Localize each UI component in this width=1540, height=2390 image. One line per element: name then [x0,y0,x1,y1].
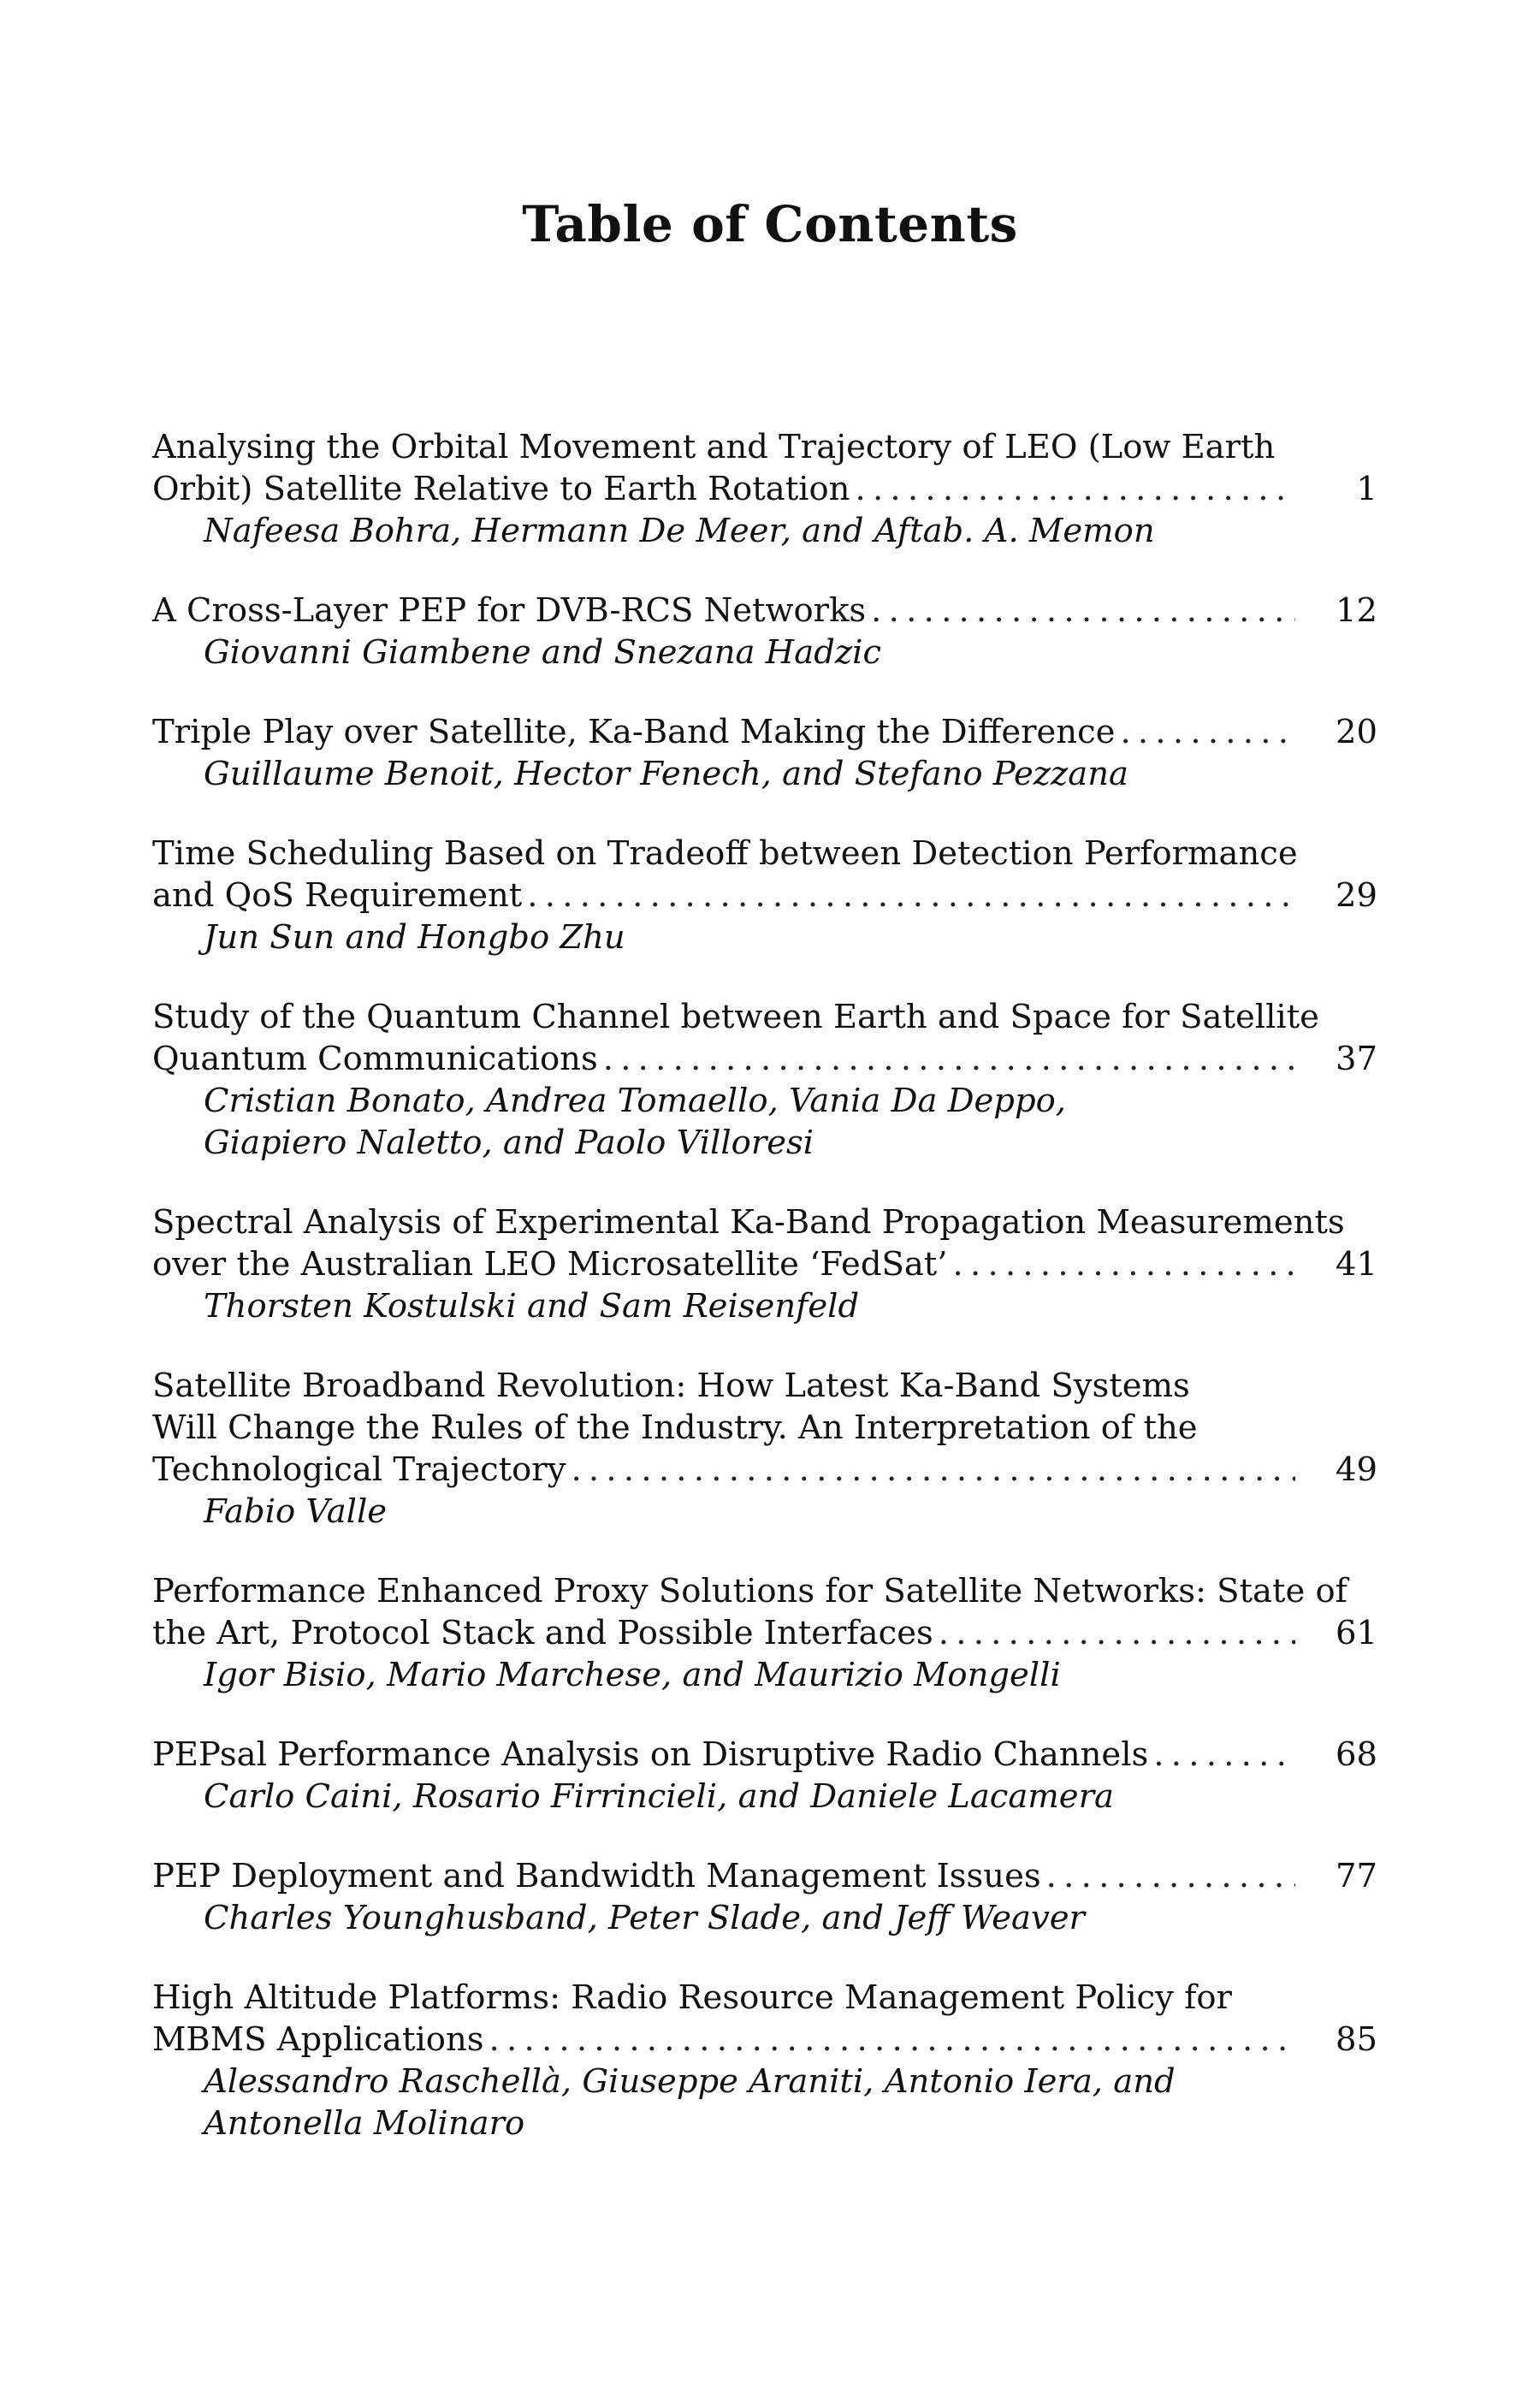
entry-authors: Jun Sun and Hongbo Zhu [204,918,625,957]
entry-title-line: Time Scheduling Based on Tradeoff between Detection Performance [152,834,1298,873]
entry-authors: Fabio Valle [204,1492,388,1531]
toc-list [152,426,1377,2182]
entry-title-text: A Cross-Layer PEP for DVB-RCS Networks [152,591,867,630]
dot-leader [1120,711,1295,753]
entry-title-line: Will Change the Rules of the Industry. An Interpretation of the [152,1408,1198,1447]
page-number: 61 [1336,1614,1377,1652]
dot-leader [953,1243,1295,1285]
dot-leader [855,468,1295,510]
entry-authors: Guillaume Benoit, Hector Fenech, and Stefano Pezzana [204,755,1129,793]
page-number: 41 [1336,1245,1377,1284]
toc-entry [152,590,1377,673]
page-number: 77 [1336,1857,1377,1895]
dot-leader [871,590,1295,632]
dot-leader [1153,1734,1295,1776]
page-number: 49 [1336,1450,1377,1489]
toc-entry [152,711,1377,795]
entry-authors: Charles Younghusband, Peter Slade, and Jeff Weaver [204,1899,1085,1937]
page-number: 12 [1336,591,1377,630]
entry-title-line-with-page [152,1855,1377,1897]
page-number: 85 [1336,2020,1377,2059]
entry-title-line: Study of the Quantum Channel between Earth and Space for Satellite [152,998,1319,1036]
dot-leader [603,1038,1295,1080]
toc-entry [152,996,1377,1164]
entry-title-text: the Art, Protocol Stack and Possible Interfaces [152,1614,933,1652]
entry-title-line: Spectral Analysis of Experimental Ka-Band Propagation Measurements [152,1203,1345,1242]
dot-leader [527,875,1295,916]
entry-authors: Igor Bisio, Mario Marchese, and Maurizio Mongelli [204,1656,1061,1694]
entry-title-text: Triple Play over Satellite, Ka-Band Making the Difference [152,713,1116,751]
entry-title-line-with-page [152,1449,1377,1491]
page-title: Table of Contents [522,195,1018,253]
entry-title-text: over the Australian LEO Microsatellite ‘FedSat’ [152,1245,948,1284]
entry-title-line-with-page [152,2019,1377,2061]
entry-title-line-with-page [152,468,1377,510]
entry-title-text: Orbit) Satellite Relative to Earth Rotation [152,470,850,508]
page-number: 1 [1356,470,1377,508]
page-number: 68 [1336,1735,1377,1774]
entry-title-line-with-page [152,1612,1377,1654]
entry-authors: Giovanni Giambene and Snezana Hadzic [204,633,882,672]
entry-title-text: Quantum Communications [152,1040,598,1078]
entry-title-text: PEP Deployment and Bandwidth Management Issues [152,1857,1041,1895]
entry-authors: Carlo Caini, Rosario Firrincieli, and Daniele Lacamera [204,1777,1114,1816]
entry-title-line-with-page [152,711,1377,753]
entry-authors: Cristian Bonato, Andrea Tomaello, Vania Da Deppo, [204,1082,1067,1120]
entry-title-line: Satellite Broadband Revolution: How Latest Ka-Band Systems [152,1367,1190,1405]
entry-authors: Antonella Molinaro [204,2104,525,2143]
entry-title-text: MBMS Applications [152,2020,484,2059]
entry-title-text: and QoS Requirement [152,876,523,915]
entry-title-line-with-page [152,1734,1377,1776]
entry-title-line-with-page [152,1243,1377,1285]
dot-leader [571,1449,1295,1491]
toc-entry [152,1201,1377,1327]
entry-title-text: Technological Trajectory [152,1450,566,1489]
dot-leader [1046,1855,1295,1897]
entry-authors: Giapiero Naletto, and Paolo Villoresi [204,1124,814,1162]
entry-authors: Thorsten Kostulski and Sam Reisenfeld [204,1287,860,1325]
toc-entry [152,426,1377,552]
entry-title-line-with-page [152,1038,1377,1080]
dot-leader [939,1612,1295,1654]
page-number: 37 [1336,1040,1377,1078]
entry-title-line: High Altitude Platforms: Radio Resource Management Policy for [152,1978,1232,2017]
toc-entry [152,1977,1377,2144]
entry-title-line-with-page [152,590,1377,632]
dot-leader [489,2019,1295,2061]
toc-entry [152,833,1377,958]
entry-title-line-with-page [152,875,1377,916]
page-number: 29 [1336,876,1377,915]
entry-authors: Alessandro Raschellà, Giuseppe Araniti, Antonio Iera, and [204,2062,1176,2101]
entry-title-line: Performance Enhanced Proxy Solutions for Satellite Networks: State of [152,1572,1348,1610]
entry-authors: Nafeesa Bohra, Hermann De Meer, and Aftab. A. Memon [204,512,1155,550]
page-number: 20 [1336,713,1377,751]
entry-title-line: Analysing the Orbital Movement and Trajectory of LEO (Low Earth [152,428,1276,466]
toc-entry [152,1734,1377,1818]
entry-title-text: PEPsal Performance Analysis on Disruptive Radio Channels [152,1735,1149,1774]
toc-entry [152,1855,1377,1939]
toc-entry [152,1365,1377,1533]
toc-entry [152,1570,1377,1696]
